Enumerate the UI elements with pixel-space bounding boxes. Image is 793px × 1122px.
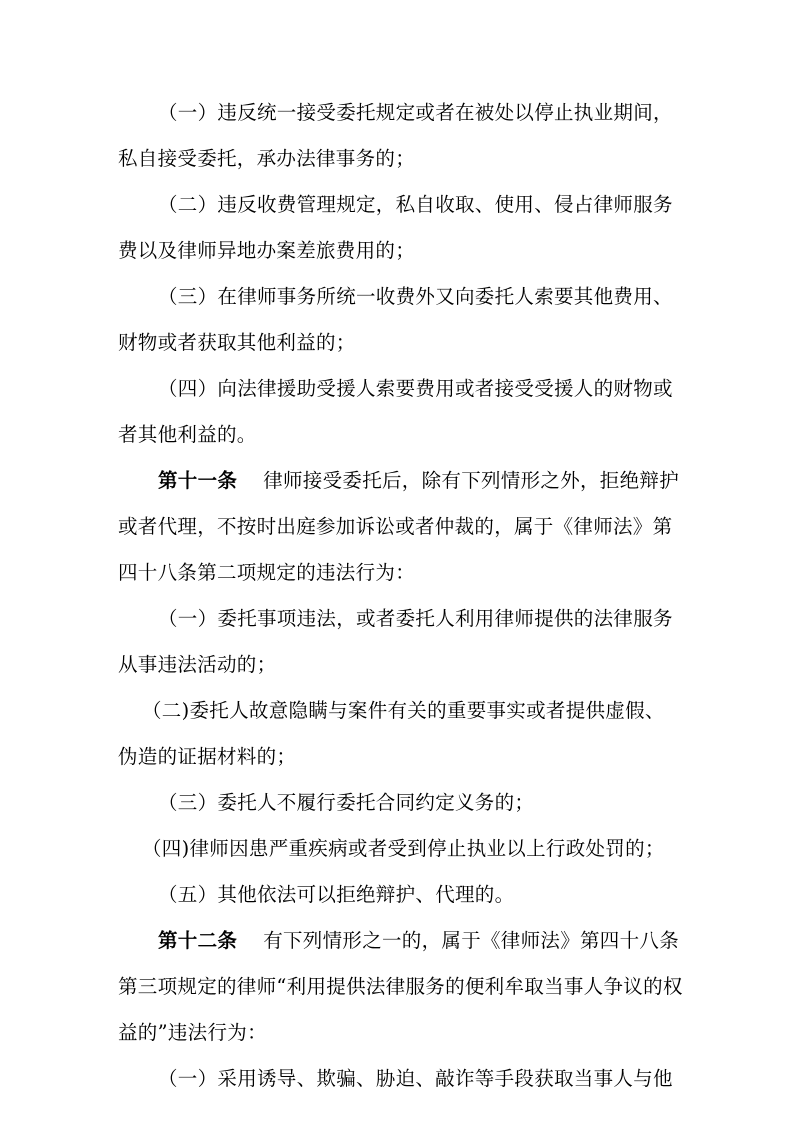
article-11-text: 律师接受委托后，除有下列情形之外，拒绝辩护或者代理，不按时出庭参加诉讼或者仲裁的，属于《律师法》第四十八条第二项规定的违法行为： [118, 469, 680, 584]
document-page [118, 90, 683, 1102]
paragraph-item-6: （二)委托人故意隐瞒与案件有关的重要事实或者提供虚假、伪造的证据材料的； [118, 699, 665, 768]
article-11-gap [237, 469, 263, 492]
paragraph-item-1: （一）违反统一接受委托规定或者在被处以停止执业期间，私自接受委托，承办法律事务的； [118, 101, 673, 170]
paragraph-item-5: （一）委托事项违法，或者委托人利用律师提供的法律服务从事违法活动的； [118, 607, 673, 676]
paragraph-item-7: （三）委托人不履行委托合同约定义务的； [158, 791, 535, 814]
paragraph-item-9: （五）其他依法可以拒绝辩护、代理的。 [158, 883, 515, 906]
paragraph-item-4: （四）向法律援助受援人索要费用或者接受受援人的财物或者其他利益的。 [118, 377, 673, 446]
article-12-gap [237, 929, 263, 952]
article-12-title: 第十二条 [158, 929, 238, 952]
article-12 [118, 918, 683, 1056]
paragraph-item-3: （三）在律师事务所统一收费外又向委托人索要其他费用、财物或者获取其他利益的； [118, 285, 673, 354]
article-11 [118, 458, 683, 596]
paragraph-item-8: （四)律师因患严重疾病或者受到停止执业以上行政处罚的； [142, 837, 665, 860]
paragraph-item-10: （一）采用诱导、欺骗、胁迫、敲诈等手段获取当事人与他 [158, 1067, 673, 1090]
article-11-title: 第十一条 [158, 469, 238, 492]
paragraph-item-2: （二）违反收费管理规定，私自收取、使用、侵占律师服务费以及律师异地办案差旅费用的； [118, 193, 673, 262]
article-12-text: 有下列情形之一的，属于《律师法》第四十八条第三项规定的律师“利用提供法律服务的便利牟取当事人争议的权益的”违法行为： [118, 929, 683, 1044]
